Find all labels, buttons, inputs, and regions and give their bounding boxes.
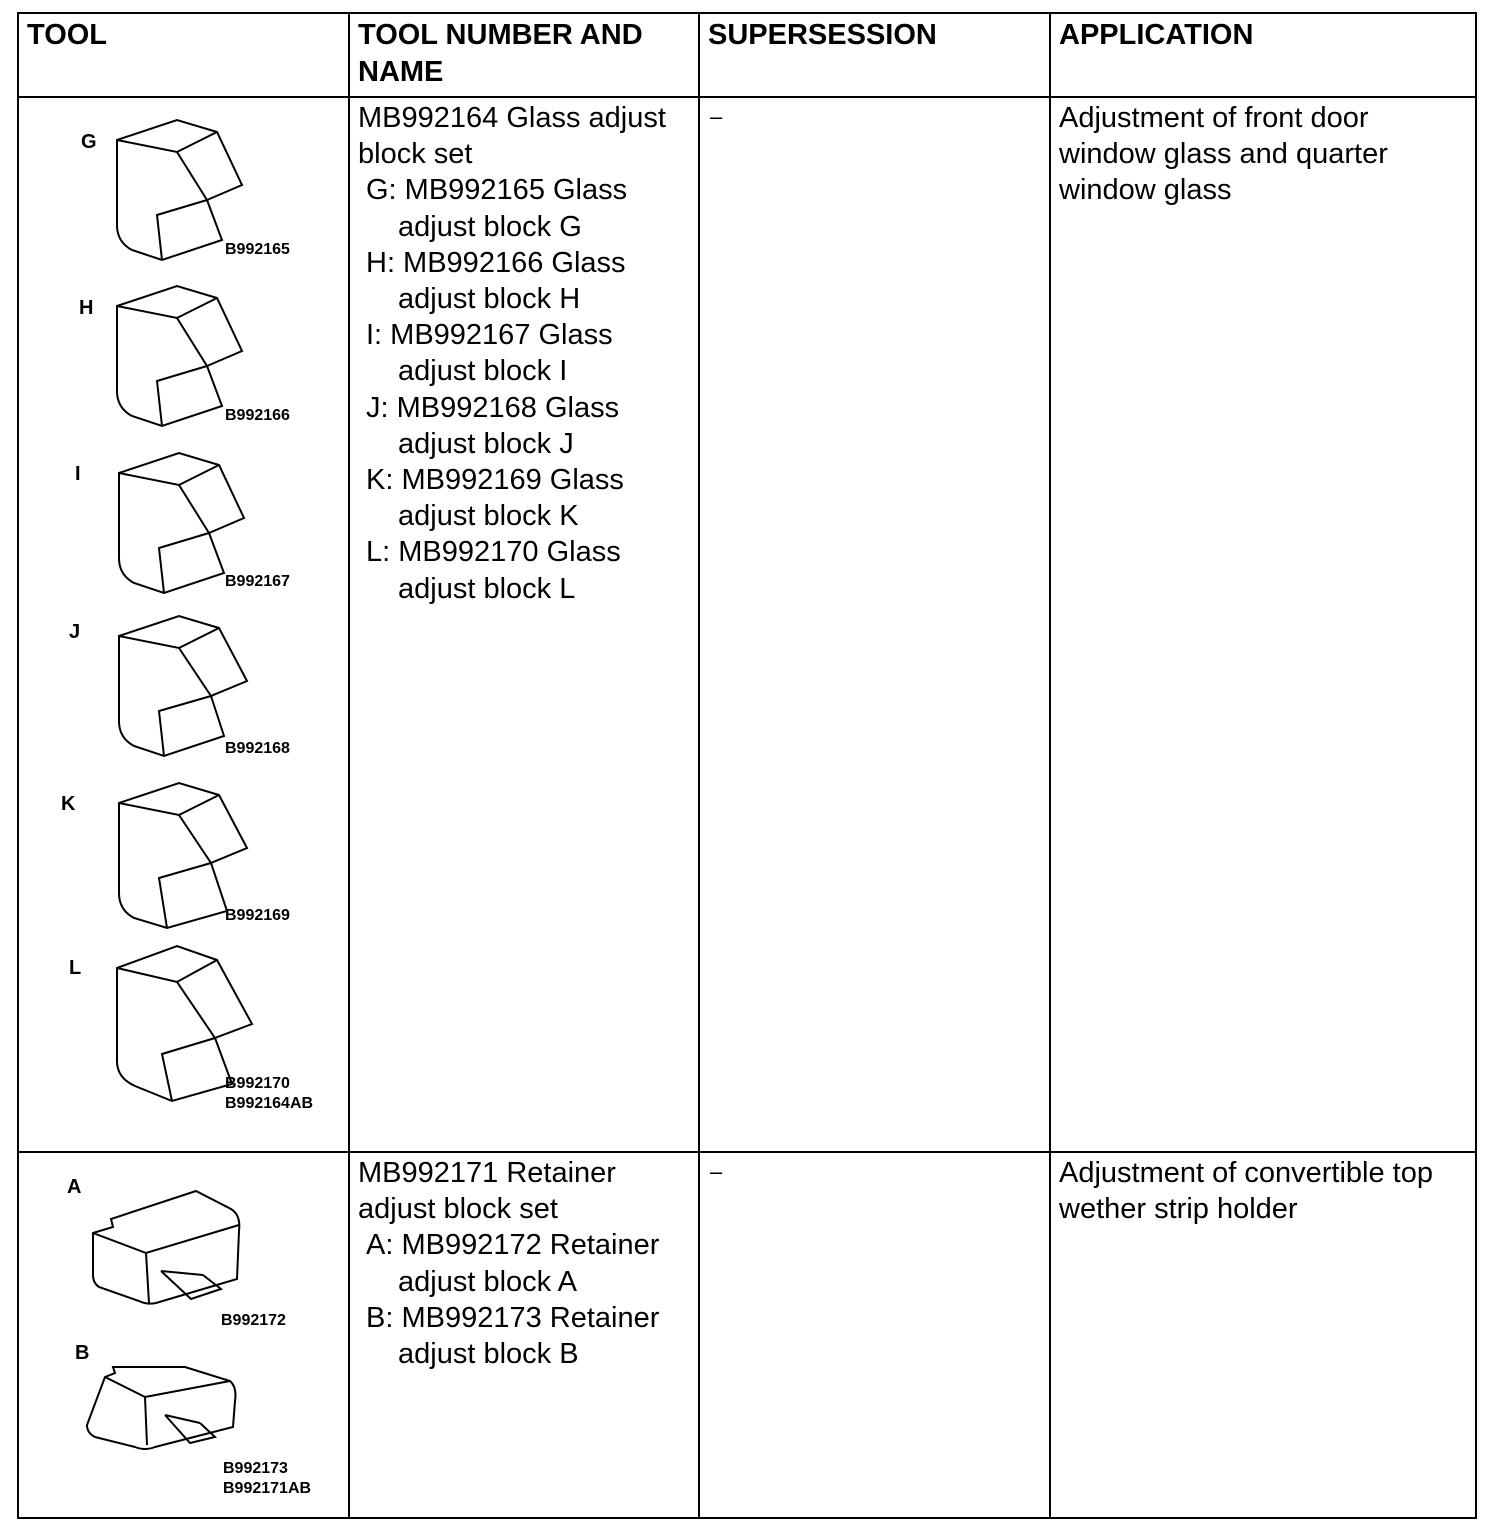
item-line: adjust block B [398, 1338, 579, 1371]
supersession-value: – [710, 104, 723, 129]
item-line: J: MB992168 Glass [366, 391, 620, 424]
figure-code: B992166 [225, 407, 290, 424]
list-item [358, 462, 690, 534]
application-cell [1050, 1152, 1476, 1518]
application-text: Adjustment of front door window glass and quarter window glass [1059, 102, 1388, 207]
figure-letter: H [79, 297, 94, 319]
glass-block-icon [117, 120, 242, 260]
figure-code: B992170 [225, 1075, 290, 1092]
table-row [18, 97, 1476, 1152]
block-a-figure [67, 1176, 286, 1329]
application-cell [1050, 97, 1476, 1152]
tool-number-name-cell [349, 97, 699, 1152]
item-line: I: MB992167 Glass [366, 319, 613, 352]
list-item [358, 390, 690, 462]
glass-block-icon [119, 616, 247, 756]
tool-illustration-cell [18, 97, 349, 1152]
figure-code: B992168 [225, 740, 290, 757]
list-item [358, 245, 690, 317]
glass-block-icon [117, 286, 242, 426]
list-item [358, 172, 690, 244]
header-tool-number-name: TOOL NUMBER AND NAME [349, 13, 699, 97]
list-item [358, 1300, 690, 1372]
figure-letter: G [81, 131, 97, 153]
header-row [18, 13, 1476, 97]
retainer-block-icon [87, 1367, 235, 1449]
figure-letter: K [61, 793, 76, 815]
block-j-figure [69, 616, 290, 757]
glass-adjust-block-illustration [19, 98, 349, 1150]
glass-block-icon [119, 453, 244, 593]
figure-code: B992165 [225, 241, 290, 258]
list-item [358, 317, 690, 389]
item-line: B: MB992173 Retainer [366, 1301, 660, 1334]
item-line: adjust block H [398, 283, 581, 316]
tool-number-name-cell [349, 1152, 699, 1518]
figure-letter: A [67, 1176, 82, 1198]
block-b-figure [75, 1342, 311, 1497]
supersession-cell [699, 97, 1050, 1152]
block-h-figure [79, 286, 290, 426]
block-g-figure [81, 120, 290, 260]
figure-set-code: B992164AB [225, 1095, 314, 1112]
figure-set-code: B992171AB [223, 1480, 312, 1497]
special-tools-table [17, 12, 1477, 1519]
figure-letter: I [75, 463, 81, 485]
tool-set-title: MB992164 Glass adjust block set [358, 102, 666, 171]
figure-code: B992173 [223, 1460, 288, 1477]
tool-set-title: MB992171 Retainer adjust block set [358, 1157, 616, 1226]
figure-code: B992172 [221, 1312, 286, 1329]
item-line: adjust block G [398, 210, 582, 243]
retainer-adjust-block-illustration [19, 1153, 349, 1515]
list-item [358, 1227, 690, 1299]
figure-code: B992169 [225, 907, 290, 924]
figure-letter: L [69, 957, 82, 979]
item-line: adjust block K [398, 500, 579, 533]
header-tool: TOOL [18, 13, 349, 97]
figure-letter: B [75, 1342, 90, 1364]
item-line: adjust block A [398, 1265, 577, 1298]
item-line: L: MB992170 Glass [366, 536, 621, 569]
item-line: A: MB992172 Retainer [366, 1229, 660, 1262]
item-line: adjust block L [398, 572, 576, 605]
item-line: adjust block J [398, 427, 574, 460]
figure-code: B992167 [225, 573, 290, 590]
header-supersession: SUPERSESSION [699, 13, 1050, 97]
item-line: G: MB992165 Glass [366, 174, 628, 207]
list-item [358, 534, 690, 606]
block-l-figure [69, 946, 313, 1112]
supersession-value: – [710, 1159, 723, 1184]
supersession-cell [699, 1152, 1050, 1518]
item-line: H: MB992166 Glass [366, 246, 626, 279]
header-application: APPLICATION [1050, 13, 1476, 97]
table-row [18, 1152, 1476, 1518]
block-k-figure [61, 783, 290, 928]
figure-letter: J [69, 621, 81, 643]
block-i-figure [75, 453, 290, 593]
item-line: K: MB992169 Glass [366, 464, 624, 497]
item-line: adjust block I [398, 355, 568, 388]
tool-illustration-cell [18, 1152, 349, 1518]
retainer-block-icon [93, 1191, 239, 1304]
application-text: Adjustment of convertible top wether strip holder [1059, 1157, 1433, 1226]
